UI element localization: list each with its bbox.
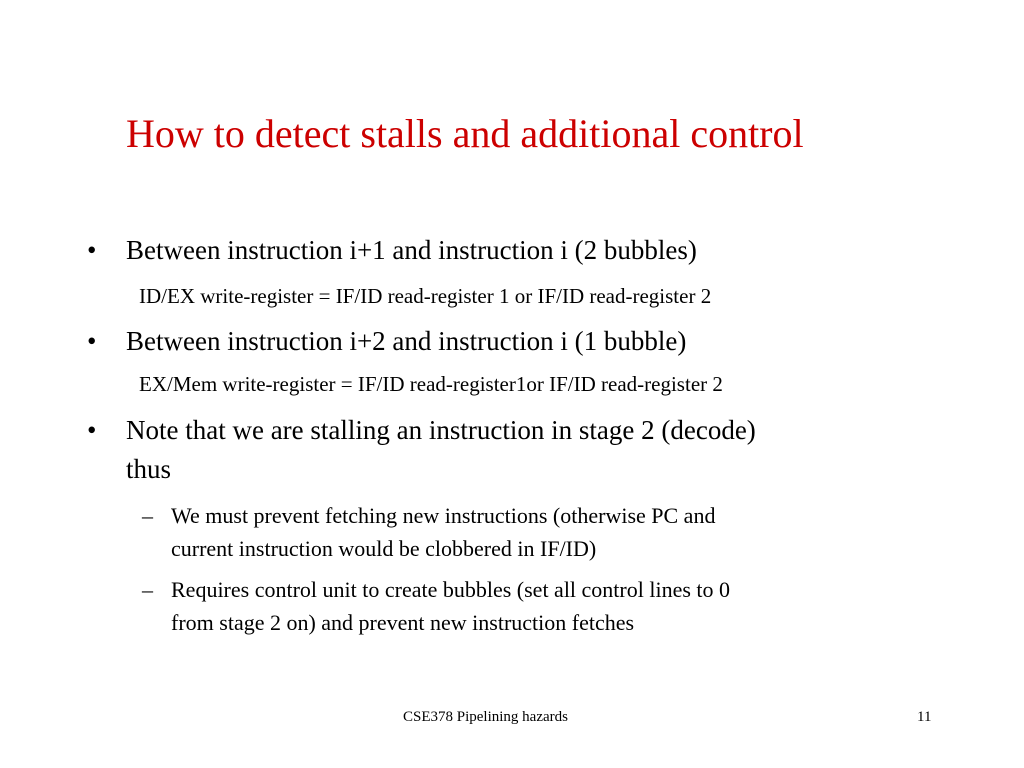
- subitem-1-line2: current instruction would be clobbered in IF/ID): [171, 536, 597, 561]
- bullet-3-text-line2: thus: [126, 454, 172, 484]
- footer-course: CSE378 Pipelining hazards: [403, 709, 568, 725]
- dash-marker: –: [142, 503, 153, 528]
- page-number: 11: [917, 709, 932, 725]
- subitem-1-line1: We must prevent fetching new instructions (otherwise PC and: [171, 503, 716, 528]
- bullet-3-text-line1: Note that we are stalling an instruction in stage 2 (decode): [126, 415, 756, 445]
- bullet-1-text: Between instruction i+1 and instruction i (2 bubbles): [126, 235, 697, 265]
- bullet-1-detail: ID/EX write-register = IF/ID read-register 1 or IF/ID read-register 2: [139, 284, 712, 308]
- bullet-2-text: Between instruction i+2 and instruction i (1 bubble): [126, 326, 687, 356]
- bullet-2-detail: EX/Mem write-register = IF/ID read-register1or IF/ID read-register 2: [139, 372, 723, 396]
- slide-title: How to detect stalls and additional control: [126, 111, 804, 156]
- dash-marker: –: [142, 577, 153, 602]
- bullet-marker: •: [87, 235, 97, 265]
- bullet-marker: •: [87, 415, 97, 445]
- bullet-marker: •: [87, 326, 97, 356]
- subitem-2-line2: from stage 2 on) and prevent new instruction fetches: [171, 610, 635, 635]
- subitem-2-line1: Requires control unit to create bubbles (set all control lines to 0: [171, 577, 731, 602]
